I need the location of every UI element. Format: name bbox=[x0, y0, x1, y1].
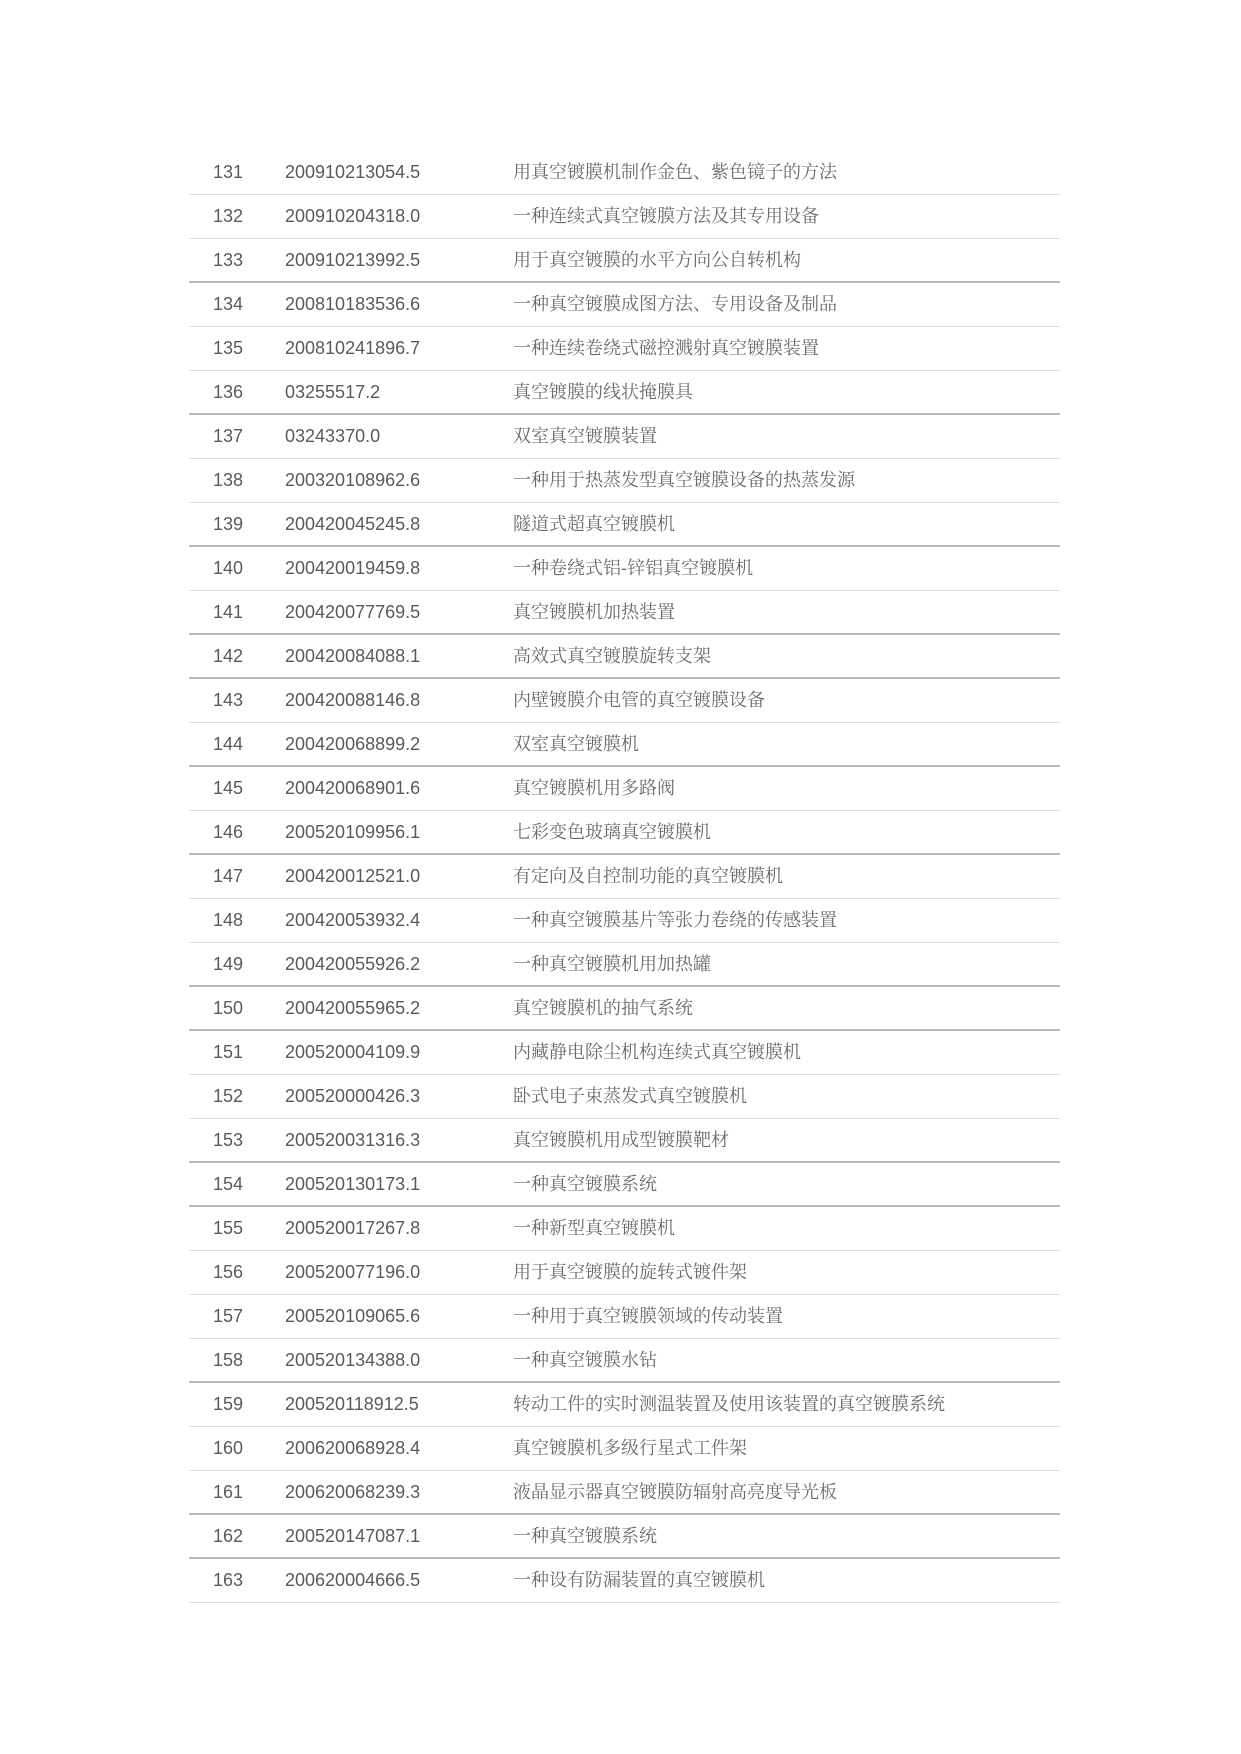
row-index: 133 bbox=[213, 250, 244, 270]
row-index: 154 bbox=[213, 1174, 244, 1194]
patent-title: 一种新型真空镀膜机 bbox=[513, 1218, 675, 1239]
patent-title: 一种真空镀膜系统 bbox=[513, 1526, 657, 1547]
patent-title: 一种真空镀膜水钻 bbox=[513, 1350, 657, 1371]
row-index: 162 bbox=[213, 1526, 244, 1546]
table-row bbox=[189, 635, 1060, 679]
patent-number: 200520147087.1 bbox=[285, 1526, 421, 1546]
row-index: 142 bbox=[213, 646, 244, 666]
patent-number: 200520031316.3 bbox=[285, 1130, 421, 1150]
patent-title: 内壁镀膜介电管的真空镀膜设备 bbox=[513, 690, 765, 711]
patent-title: 一种用于热蒸发型真空镀膜设备的热蒸发源 bbox=[513, 470, 855, 491]
patent-title: 双室真空镀膜装置 bbox=[513, 426, 657, 447]
patent-title: 七彩变色玻璃真空镀膜机 bbox=[513, 822, 711, 843]
table-row bbox=[189, 1471, 1060, 1515]
patent-number: 200420019459.8 bbox=[285, 558, 421, 578]
row-index: 149 bbox=[213, 954, 244, 974]
patent-number: 200620068239.3 bbox=[285, 1482, 421, 1502]
row-index: 160 bbox=[213, 1438, 244, 1458]
patent-title: 有定向及自控制功能的真空镀膜机 bbox=[513, 866, 783, 887]
patent-number: 200420055926.2 bbox=[285, 954, 421, 974]
table-row bbox=[189, 1515, 1060, 1559]
table-row bbox=[189, 1119, 1060, 1163]
row-index: 152 bbox=[213, 1086, 244, 1106]
table-row bbox=[189, 503, 1060, 547]
table-row bbox=[189, 1295, 1060, 1339]
row-index: 146 bbox=[213, 822, 244, 842]
table-row bbox=[189, 327, 1060, 371]
patent-number: 200520077196.0 bbox=[285, 1262, 421, 1282]
patent-title: 一种真空镀膜成图方法、专用设备及制品 bbox=[513, 294, 837, 315]
patent-title: 高效式真空镀膜旋转支架 bbox=[513, 646, 711, 667]
table-row bbox=[189, 547, 1060, 591]
patent-number: 200420077769.5 bbox=[285, 602, 421, 622]
patent-title: 内藏静电除尘机构连续式真空镀膜机 bbox=[513, 1042, 801, 1063]
row-index: 145 bbox=[213, 778, 244, 798]
table-row bbox=[189, 723, 1060, 767]
table-row bbox=[189, 195, 1060, 239]
table-row bbox=[189, 943, 1060, 987]
patent-number: 200910213054.5 bbox=[285, 162, 421, 182]
row-index: 144 bbox=[213, 734, 244, 754]
patent-title: 一种真空镀膜机用加热罐 bbox=[513, 954, 711, 975]
patent-number: 200620068928.4 bbox=[285, 1438, 421, 1458]
row-index: 163 bbox=[213, 1570, 244, 1590]
patent-title: 一种卷绕式铝-锌铝真空镀膜机 bbox=[513, 558, 754, 579]
patent-number: 200520134388.0 bbox=[285, 1350, 421, 1370]
row-index: 156 bbox=[213, 1262, 244, 1282]
row-index: 136 bbox=[213, 382, 244, 402]
row-index: 140 bbox=[213, 558, 244, 578]
patent-number: 200810183536.6 bbox=[285, 294, 421, 314]
patent-number: 200620004666.5 bbox=[285, 1570, 421, 1590]
row-index: 148 bbox=[213, 910, 244, 930]
table-row bbox=[189, 679, 1060, 723]
patent-number: 200810241896.7 bbox=[285, 338, 421, 358]
patent-title: 一种真空镀膜基片等张力卷绕的传感装置 bbox=[513, 910, 837, 931]
patent-number: 03243370.0 bbox=[285, 426, 381, 446]
row-index: 132 bbox=[213, 206, 244, 226]
patent-number: 200420068901.6 bbox=[285, 778, 421, 798]
patent-number: 200520004109.9 bbox=[285, 1042, 421, 1062]
row-index: 138 bbox=[213, 470, 244, 490]
row-index: 135 bbox=[213, 338, 244, 358]
patent-title: 一种设有防漏装置的真空镀膜机 bbox=[513, 1570, 765, 1591]
patent-title: 转动工件的实时测温装置及使用该装置的真空镀膜系统 bbox=[513, 1394, 945, 1415]
table-row bbox=[189, 1031, 1060, 1075]
patent-number: 200320108962.6 bbox=[285, 470, 421, 490]
row-index: 139 bbox=[213, 514, 244, 534]
patent-number: 200420012521.0 bbox=[285, 866, 421, 886]
patent-number: 200520000426.3 bbox=[285, 1086, 421, 1106]
patent-title: 卧式电子束蒸发式真空镀膜机 bbox=[513, 1086, 747, 1107]
patent-title: 双室真空镀膜机 bbox=[513, 734, 639, 755]
table-row bbox=[189, 1207, 1060, 1251]
table-row bbox=[189, 987, 1060, 1031]
patent-title: 一种连续式真空镀膜方法及其专用设备 bbox=[513, 206, 819, 227]
patent-title: 隧道式超真空镀膜机 bbox=[513, 514, 675, 535]
row-index: 147 bbox=[213, 866, 244, 886]
table-row bbox=[189, 811, 1060, 855]
row-index: 137 bbox=[213, 426, 244, 446]
table-row bbox=[189, 415, 1060, 459]
table-row bbox=[189, 855, 1060, 899]
row-index: 141 bbox=[213, 602, 244, 622]
patent-title: 液晶显示器真空镀膜防辐射高亮度导光板 bbox=[513, 1482, 837, 1503]
patent-title: 一种连续卷绕式磁控溅射真空镀膜装置 bbox=[513, 338, 819, 359]
row-index: 151 bbox=[213, 1042, 244, 1062]
row-index: 155 bbox=[213, 1218, 244, 1238]
row-index: 159 bbox=[213, 1394, 244, 1414]
table-row bbox=[189, 1251, 1060, 1295]
row-index: 161 bbox=[213, 1482, 244, 1502]
patent-title: 真空镀膜机用成型镀膜靶材 bbox=[513, 1130, 729, 1151]
patent-title: 真空镀膜的线状掩膜具 bbox=[513, 382, 693, 403]
patent-title: 用于真空镀膜的水平方向公自转机构 bbox=[513, 250, 801, 271]
row-index: 143 bbox=[213, 690, 244, 710]
table-row bbox=[189, 767, 1060, 811]
patent-title: 用于真空镀膜的旋转式镀件架 bbox=[513, 1262, 747, 1283]
patent-title: 真空镀膜机加热装置 bbox=[513, 602, 675, 623]
patent-number: 200520118912.5 bbox=[285, 1394, 419, 1414]
table-row bbox=[189, 1559, 1060, 1603]
patent-number: 200520109956.1 bbox=[285, 822, 421, 842]
patent-number: 200520130173.1 bbox=[285, 1174, 421, 1194]
row-index: 153 bbox=[213, 1130, 244, 1150]
patent-number: 200910213992.5 bbox=[285, 250, 421, 270]
patent-number: 200420055965.2 bbox=[285, 998, 421, 1018]
patent-number: 200520109065.6 bbox=[285, 1306, 421, 1326]
patent-title: 真空镀膜机多级行星式工件架 bbox=[513, 1438, 747, 1459]
patent-number: 200910204318.0 bbox=[285, 206, 421, 226]
table-row bbox=[189, 151, 1060, 195]
patent-number: 200520017267.8 bbox=[285, 1218, 421, 1238]
row-index: 134 bbox=[213, 294, 244, 314]
patent-title: 真空镀膜机的抽气系统 bbox=[513, 998, 693, 1019]
row-index: 158 bbox=[213, 1350, 244, 1370]
table-row bbox=[189, 1163, 1060, 1207]
row-index: 150 bbox=[213, 998, 244, 1018]
patent-number: 03255517.2 bbox=[285, 382, 381, 402]
patent-title: 一种用于真空镀膜领域的传动装置 bbox=[513, 1306, 783, 1327]
patent-number: 200420084088.1 bbox=[285, 646, 421, 666]
table-row bbox=[189, 1383, 1060, 1427]
table-row bbox=[189, 371, 1060, 415]
patent-number: 200420053932.4 bbox=[285, 910, 421, 930]
table-row bbox=[189, 1427, 1060, 1471]
table-row bbox=[189, 591, 1060, 635]
patent-number: 200420088146.8 bbox=[285, 690, 421, 710]
table-row bbox=[189, 459, 1060, 503]
table-row bbox=[189, 1075, 1060, 1119]
row-index: 131 bbox=[213, 162, 244, 182]
table-row bbox=[189, 239, 1060, 283]
patent-number: 200420045245.8 bbox=[285, 514, 421, 534]
table-row bbox=[189, 899, 1060, 943]
table-row bbox=[189, 1339, 1060, 1383]
patent-table bbox=[189, 151, 1060, 1603]
row-index: 157 bbox=[213, 1306, 244, 1326]
patent-title: 真空镀膜机用多路阀 bbox=[513, 778, 675, 799]
patent-title: 用真空镀膜机制作金色、紫色镜子的方法 bbox=[513, 162, 837, 183]
table-row bbox=[189, 283, 1060, 327]
patent-title: 一种真空镀膜系统 bbox=[513, 1174, 657, 1195]
patent-number: 200420068899.2 bbox=[285, 734, 421, 754]
